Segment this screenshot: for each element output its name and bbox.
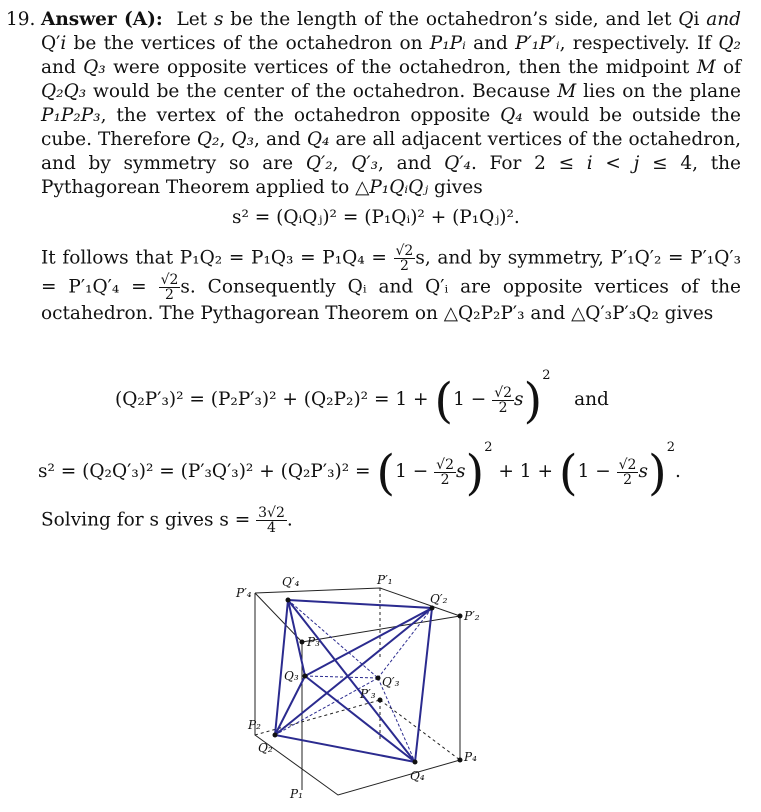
octahedron-hidden-edge (305, 676, 378, 678)
answer-label: Answer (A): (41, 9, 163, 30)
math-symbol: j (633, 153, 640, 174)
text-run: Let (176, 9, 214, 30)
math-symbol: Q₂ (718, 33, 741, 54)
label-Q4p: Q′₄ (282, 575, 300, 589)
text-run: are all adjacent vertices of the octahedron, and by symmetry so are (41, 129, 741, 174)
math-symbol: Q₂ (196, 129, 220, 150)
text-run: of (715, 57, 741, 78)
text-run: . For 2 ≤ (470, 153, 587, 174)
text-run: i (693, 9, 700, 30)
text-run: and (41, 57, 84, 78)
text-run: would be the center of the octahedron. Because (86, 81, 558, 102)
math-symbol: P₁QᵢQⱼ (369, 177, 429, 198)
label-P1p: P′₁ (377, 573, 393, 587)
label-Q3p: Q′₃ (382, 675, 400, 689)
math-symbol: Q₂Q₃ (41, 81, 87, 102)
follows-text-a: It follows that P₁Q₂ = P₁Q₃ = P₁Q₄ = (41, 247, 387, 269)
math-symbol: i (586, 153, 593, 174)
math-symbol: M (557, 81, 577, 102)
math-symbol: M (696, 57, 716, 78)
math-symbol: Q₄ (306, 129, 330, 150)
label-P4: P₄ (464, 750, 477, 764)
text-run: Q′ (41, 33, 61, 54)
label-P1: P₁ (290, 787, 303, 801)
label-P3: P₃ (307, 635, 320, 649)
vertex-dot (458, 614, 463, 619)
text-run: gives (428, 177, 483, 198)
text-run: , (332, 153, 352, 174)
follows-text-b: s, and by symmetry, P′₁Q′₂ = P′₁Q′₃ = (41, 247, 741, 298)
label-P2: P₂ (248, 718, 261, 732)
math-symbol: Q′₃ (351, 153, 379, 174)
text-run: and (465, 33, 516, 54)
octahedron-hidden-edge (378, 608, 432, 678)
text-run: , respectively. If (559, 33, 719, 54)
text-run: lies on the plane (576, 81, 741, 102)
text-run: were opposite vertices of the octahedron, then the midpoint (105, 57, 697, 78)
cube-edge (255, 700, 380, 735)
vertex-dot (286, 598, 291, 603)
follows-text-e: The Pythagorean Theorem on △Q₂P₂P′₃ and △Q′₃P′₃Q₂ gives (159, 303, 714, 324)
fraction-sqrt2-over-2: $\frac{√2}{2}$ (618, 456, 637, 488)
label-Q2p: Q′₂ (430, 592, 448, 606)
vertex-dot (376, 676, 381, 681)
fraction-sqrt2-over-2: $\frac{√2}{2}$ (160, 272, 179, 303)
text-run: would be outside the cube. Therefore (41, 105, 741, 150)
fraction-sqrt2-over-2: $\frac{√2}{2}$ (395, 243, 414, 274)
follows-text-c: P′₁Q′₄ = (68, 276, 147, 298)
text-run: ≤ 4, the Pythagorean Theorem applied to △ (41, 153, 742, 198)
label-Q2: Q₂ (258, 741, 273, 755)
vertex-dot (458, 758, 463, 763)
math-symbol: i (60, 33, 67, 54)
equation-s-squared: s² = (Q₂Q′₃)² = (P′₃Q′₃)² + (Q₂P′₃)² = (1 − $\frac{√2}{2}$ s)$^2$ + 1 + (1 − $\frac{√2}{2}$ s)$^2$. (38, 440, 681, 501)
equation-q2p3-squared: (Q₂P′₃)² = (P₂P′₃)² + (Q₂P₂)² = 1 + (1 − $\frac{√2}{2}$ s)$^2$ and (115, 368, 609, 429)
text-run: be the length of the octahedron’s side, and let (223, 9, 679, 30)
math-symbol: s (213, 9, 224, 30)
label-Q3: Q₃ (284, 669, 299, 683)
cube-edge (302, 616, 460, 642)
math-symbol: Q₃ (83, 57, 106, 78)
math-symbol: P₁P₂P₃ (41, 105, 101, 126)
text-run: , the vertex of the octahedron opposite (100, 105, 501, 126)
math-symbol: Q₃ (231, 129, 254, 150)
equation-pythagoras-general: s² = (QᵢQⱼ)² = (P₁Qᵢ)² + (P₁Qⱼ)². (232, 207, 520, 228)
math-symbol: and (699, 9, 741, 30)
text-run: , (219, 129, 232, 150)
follows-text-d: s. Consequently Qᵢ and Q′ᵢ are opposite vertices of the octahedron. (41, 276, 741, 324)
text-run: , and (378, 153, 445, 174)
math-symbol: Q (678, 9, 694, 30)
text-run: , and (254, 129, 307, 150)
label-P2p: P′₂ (464, 609, 480, 623)
vertex-dot (413, 760, 418, 765)
text-run: be the vertices of the octahedron on (66, 33, 430, 54)
vertex-dot (378, 698, 383, 703)
fraction-answer: $\frac{3√2}{4}$ (258, 505, 285, 536)
math-symbol: Q′₂ (305, 153, 333, 174)
vertex-dot (303, 674, 308, 679)
vertex-dot (273, 733, 278, 738)
math-symbol: Q′₄ (444, 153, 471, 174)
problem-number: 19. (6, 9, 36, 30)
math-symbol: Q₄ (500, 105, 523, 126)
octahedron-hidden-edge (378, 678, 415, 762)
label-Q4: Q₄ (410, 769, 425, 783)
text-run: < (592, 153, 634, 174)
math-symbol: P′₁P′ᵢ (515, 33, 560, 54)
vertex-dot (430, 606, 435, 611)
label-P3p: P′₃ (360, 687, 376, 701)
fraction-sqrt2-over-2: $\frac{√2}{2}$ (494, 384, 513, 416)
vertex-dot (300, 640, 305, 645)
label-P4p: P′₄ (236, 586, 252, 600)
math-symbol: P₁Pᵢ (429, 33, 466, 54)
fraction-sqrt2-over-2: $\frac{√2}{2}$ (436, 456, 454, 488)
solving-line: Solving for s gives s = $\frac{3√2}{4}$ . (41, 505, 293, 536)
octahedron-edge (305, 608, 432, 676)
